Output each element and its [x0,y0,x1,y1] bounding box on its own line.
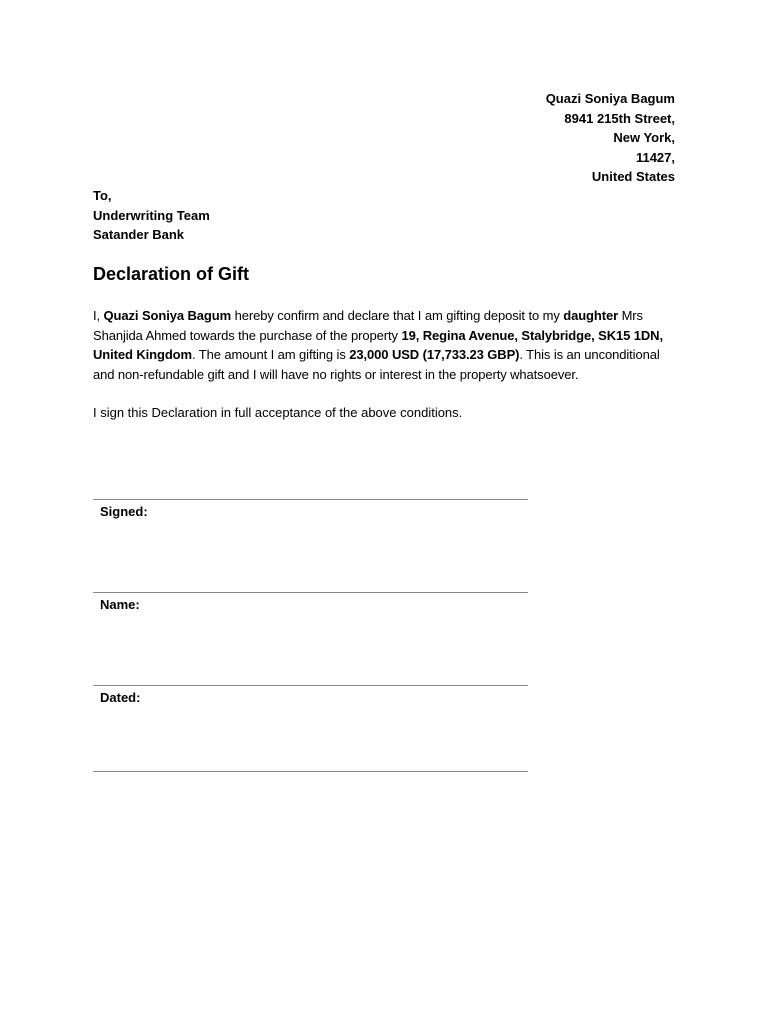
recipient-team: Underwriting Team [93,207,210,223]
gift-amount: 23,000 USD (17,733.23 GBP) [349,347,520,362]
dated-row [93,685,528,772]
body-text-4: . The amount I am gifting is [191,347,350,362]
signature-block [93,499,528,772]
dated-label: Dated: [100,690,141,705]
sender-country: United States [591,169,675,184]
sender-city: New York, [613,130,675,145]
recipient-address [93,186,210,245]
name-label: Name: [100,597,140,612]
sender-address [546,89,675,187]
property-address: 19, Regina Avenue, Stalybridge, SK15 1DN, United Kingdom [93,327,663,362]
acceptance-paragraph: I sign this Declaration in full acceptance of the above conditions. [93,405,463,420]
body-text-2: hereby confirm and declare that I am gifting deposit to my [231,308,564,323]
signed-row [93,499,528,592]
body-text-1: I, [93,308,104,323]
donor-name: Quazi Soniya Bagum [103,308,232,323]
declaration-paragraph [93,306,675,384]
relation: daughter [563,308,619,323]
recipient-salutation: To, [93,188,112,203]
body-text-3: Mrs Shanjida Ahmed towards the purchase of the property [93,308,643,343]
signed-label: Signed: [100,504,148,519]
recipient-bank: Satander Bank [93,227,185,242]
document-title: Declaration of Gift [93,264,250,284]
sender-name: Quazi Soniya Bagum [545,91,675,106]
sender-street: 8941 215th Street, [564,110,675,126]
body-text-5: . This is an unconditional and non-refundable gift and I will have no rights or interest in the property whatsoever. [93,347,660,382]
sender-zip: 11427, [635,149,675,165]
name-row [93,592,528,685]
